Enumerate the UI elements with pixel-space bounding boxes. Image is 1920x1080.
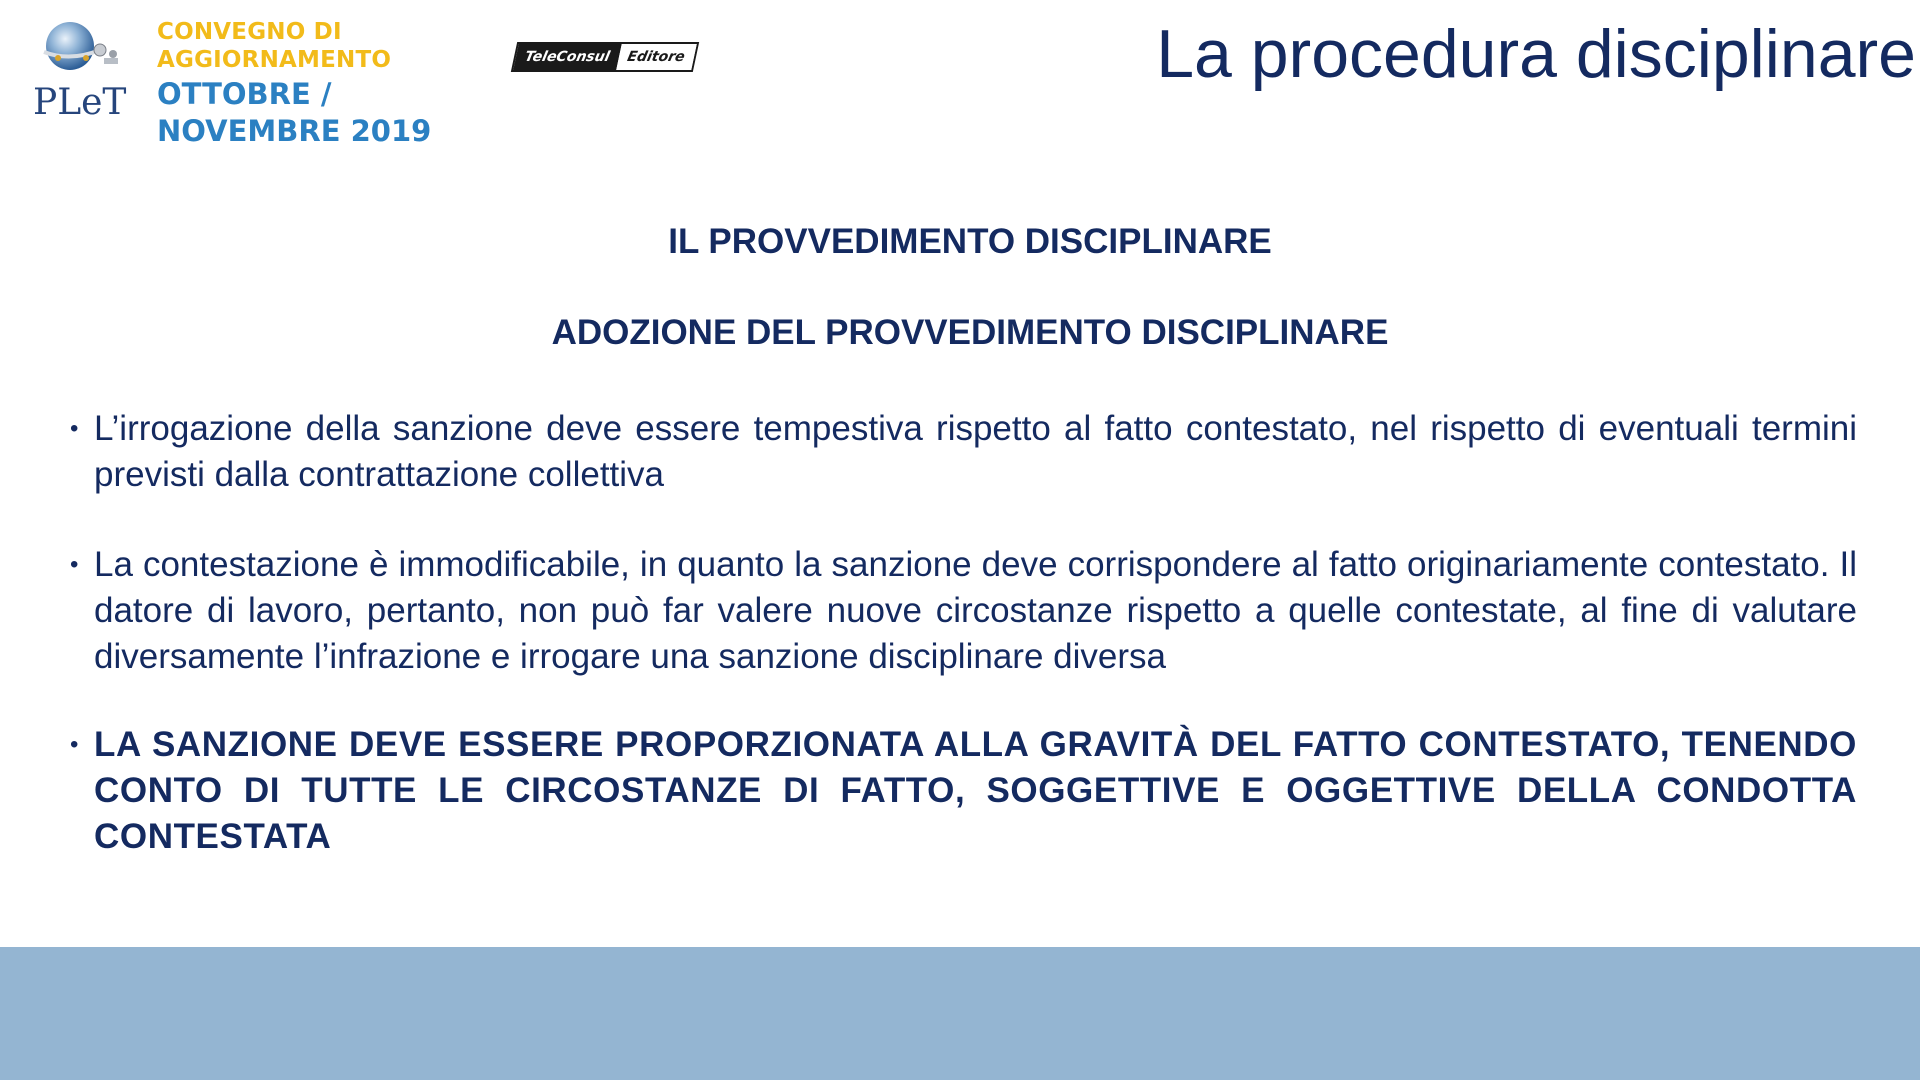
event-date-line1: OTTOBRE / (157, 77, 332, 111)
bullet-icon: • (70, 731, 79, 758)
footer-band (0, 947, 1920, 1080)
bullet-icon: • (70, 551, 79, 578)
bullet-text: La contestazione è immodificabile, in quanto la sanzione deve corrispondere al fatto originariamente contestato. Il datore di lavoro, pertanto, non può far valere nuove circostanze rispetto a quelle contestate, al fine di valutare diversamente l’infrazione e irrogare una sanzione disciplinare diversa (94, 545, 1857, 676)
section-heading: IL PROVVEDIMENTO DISCIPLINARE (668, 222, 1272, 261)
bullet-list (70, 406, 1857, 860)
globe-logo-icon (30, 18, 130, 122)
bullet-item-emphasis (70, 722, 1857, 860)
bullet-text-emphasis: LA SANZIONE DEVE ESSERE PROPORZIONATA ALLA GRAVITÀ DEL FATTO CONTESTATO, TENENDO CONTO DI TUTTE LE CIRCOSTANZE DI FATTO, SOGGETTIVE E OGGETTIVE DELLA CONDOTTA CONTESTATA (94, 725, 1857, 856)
publisher-logo (511, 42, 699, 72)
publisher-name: TeleConsul (513, 44, 621, 70)
event-info (157, 18, 431, 150)
publisher-label: Editore (616, 44, 697, 70)
event-label-line1: CONVEGNO DI (157, 19, 342, 45)
bullet-icon: • (70, 415, 79, 442)
bullet-item (70, 406, 1857, 498)
bullet-item (70, 542, 1857, 680)
logo-text: PLeT (33, 82, 127, 122)
plet-logo (30, 18, 130, 122)
page-title: La procedura disciplinare (1156, 16, 1916, 92)
bullet-text: L’irrogazione della sanzione deve essere tempestiva rispetto al fatto contestato, nel rispetto di eventuali termini previsti dalla contrattazione collettiva (94, 409, 1857, 494)
event-date-line2: NOVEMBRE 2019 (157, 114, 432, 148)
event-label-line2: AGGIORNAMENTO (157, 47, 392, 73)
section-subheading: ADOZIONE DEL PROVVEDIMENTO DISCIPLINARE (551, 313, 1389, 352)
